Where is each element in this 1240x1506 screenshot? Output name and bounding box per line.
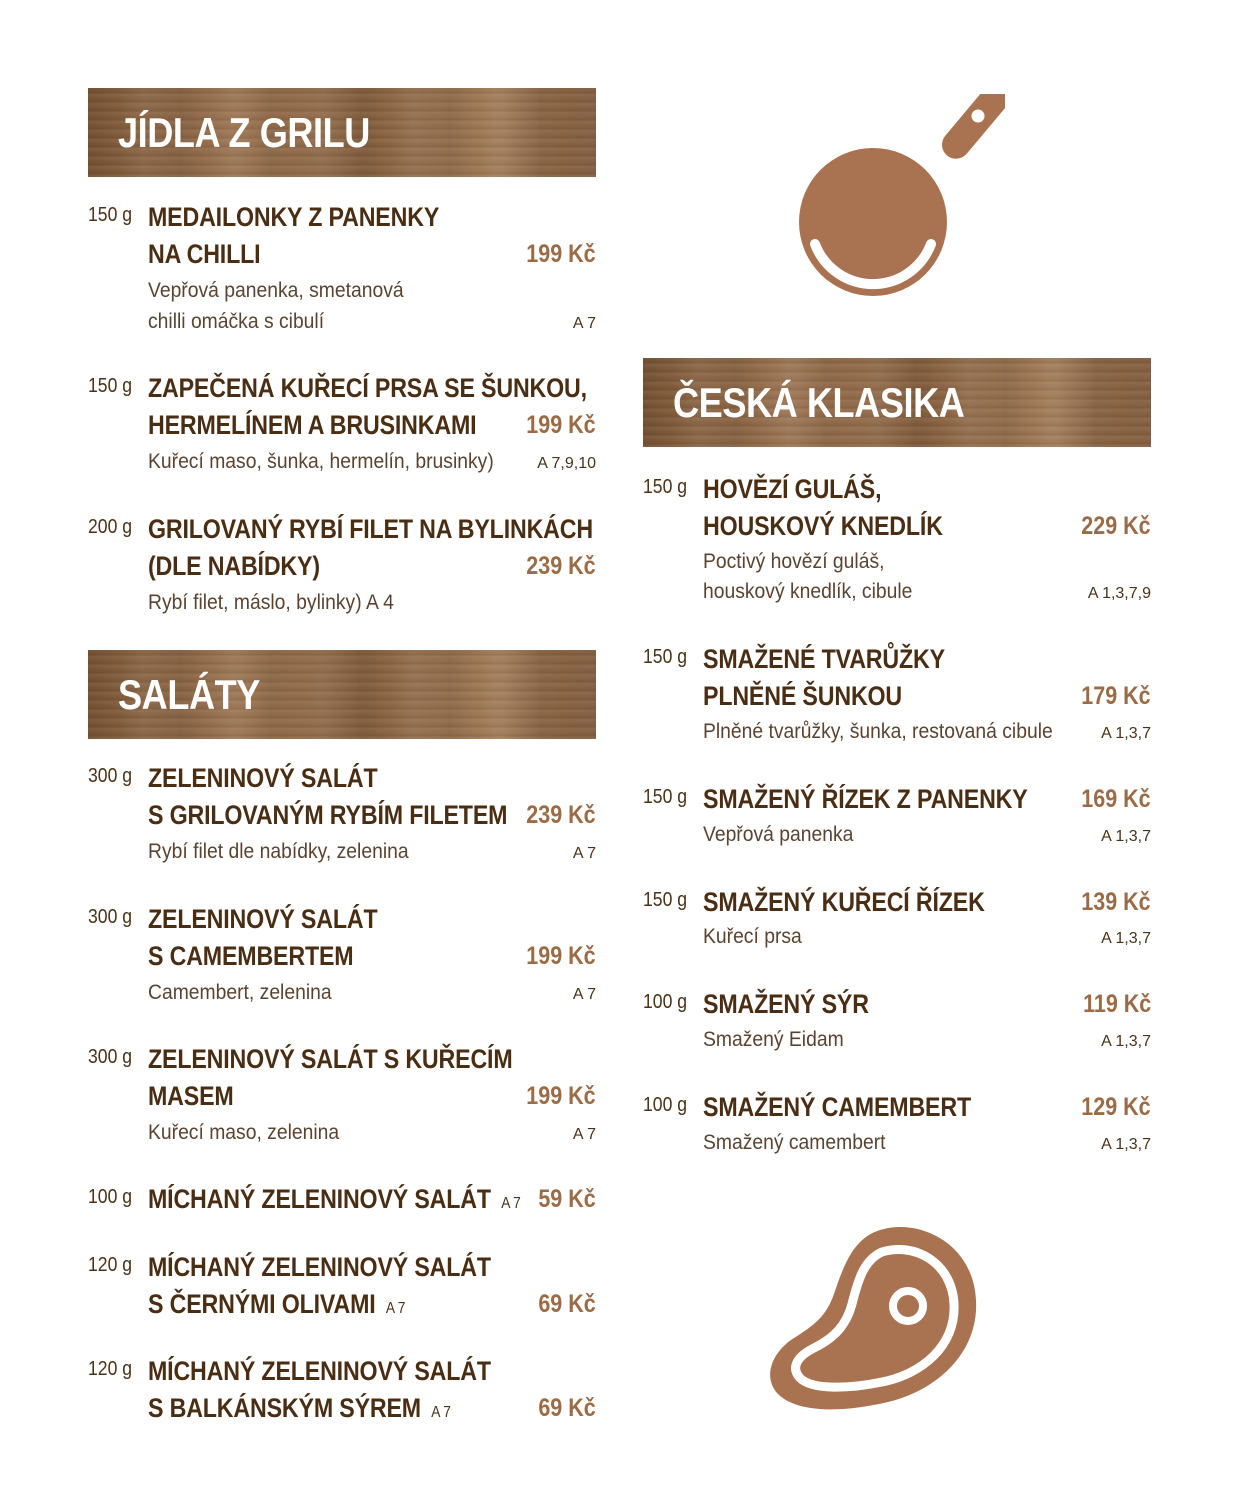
item-price: 179 Kč [1081,682,1151,710]
section-title: SALÁTY [118,670,260,718]
item-price: 199 Kč [526,411,596,439]
item-name: ZELENINOVÝ SALÁT [148,763,378,793]
item-weight: 200 g [88,516,133,538]
item-price: 199 Kč [526,1082,596,1110]
item-weight: 150 g [643,786,688,808]
item-description: houskový knedlík, cibule [703,580,913,603]
steak-icon [768,1222,980,1414]
item-name-text: S ČERNÝMI OLIVAMI [148,1289,376,1319]
item-description: Rybí filet, máslo, bylinky) A 4 [148,591,394,614]
item-name: NA CHILLI [148,239,261,269]
item-description: Camembert, zelenina [148,981,332,1004]
item-allergens: A 7 [572,315,596,332]
item-description: Vepřová panenka [703,823,854,846]
item-description: Smažený camembert [703,1131,886,1154]
item-allergens: A 7,9,10 [537,455,596,472]
item-weight: 120 g [88,1254,133,1276]
item-name-text: MÍCHANÝ ZELENINOVÝ SALÁT [148,1184,491,1214]
item-name: (DLE NABÍDKY) [148,551,320,581]
item-price: 139 Kč [1081,888,1151,916]
item-name: SMAŽENÝ CAMEMBERT [703,1092,971,1122]
item-allergens: A 7 [572,1126,596,1143]
item-price: 239 Kč [526,552,596,580]
item-name [148,1289,405,1320]
item-weight: 150 g [88,204,133,226]
item-allergens: A 1,3,7 [1101,828,1151,845]
item-weight: 100 g [643,1094,688,1116]
item-name: MÍCHANÝ ZELENINOVÝ SALÁT [148,1252,491,1282]
item-name: GRILOVANÝ RYBÍ FILET NA BYLINKÁCH [148,514,593,544]
item-name: MÍCHANÝ ZELENINOVÝ SALÁT [148,1356,491,1386]
item-weight: 300 g [88,1046,133,1068]
item-description: Plněné tvarůžky, šunka, restovaná cibule [703,720,1053,743]
item-allergens: A 7 [572,845,596,862]
item-allergens: A 1,3,7 [1101,1033,1151,1050]
item-description: Vepřová panenka, smetanová [148,279,404,302]
item-name: SMAŽENÝ KUŘECÍ ŘÍZEK [703,887,985,917]
item-allergens: A 7 [572,986,596,1003]
item-weight: 150 g [643,646,688,668]
item-allergens: A 1,3,7 [1101,930,1151,947]
section-title: ČESKÁ KLASIKA [673,378,965,426]
item-allergens: A 1,3,7 [1101,1136,1151,1153]
item-weight: 100 g [643,991,688,1013]
item-name: ZELENINOVÝ SALÁT [148,904,378,934]
section-title: JÍDLA Z GRILU [118,108,370,156]
item-price: 69 Kč [538,1290,596,1318]
item-allergens: A 1,3,7 [1101,725,1151,742]
item-description: Poctivý hovězí guláš, [703,550,885,573]
item-name: HOUSKOVÝ KNEDLÍK [703,511,943,541]
item-weight: 150 g [88,375,133,397]
item-price: 239 Kč [526,801,596,829]
item-price: 59 Kč [538,1185,596,1213]
item-name-text: S BALKÁNSKÝM SÝREM [148,1393,421,1423]
item-weight: 100 g [88,1186,133,1208]
item-name: ZAPEČENÁ KUŘECÍ PRSA SE ŠUNKOU, [148,373,587,403]
item-allergens: A 1,3,7,9 [1087,585,1151,602]
item-price: 119 Kč [1082,990,1151,1018]
item-price: 199 Kč [526,240,596,268]
item-description: Rybí filet dle nabídky, zelenina [148,840,409,863]
item-name: ZELENINOVÝ SALÁT S KUŘECÍM [148,1044,513,1074]
item-description: Smažený Eidam [703,1028,844,1051]
frying-pan-icon [795,94,1005,300]
section-header-grill [88,88,596,177]
item-weight: 120 g [88,1358,133,1380]
item-allergens: A 7 [501,1195,521,1212]
item-name: MASEM [148,1081,234,1111]
item-name [148,1393,451,1424]
section-header-czech [643,358,1151,447]
item-allergens: A 7 [385,1300,406,1317]
item-name: PLNĚNÉ ŠUNKOU [703,681,903,711]
item-description: chilli omáčka s cibulí [148,310,325,333]
item-price: 169 Kč [1081,785,1151,813]
item-price: 199 Kč [526,942,596,970]
item-name: SMAŽENÝ ŘÍZEK Z PANENKY [703,784,1028,814]
item-name: SMAŽENÉ TVARŮŽKY [703,644,945,674]
item-weight: 150 g [643,889,688,911]
section-header-salads [88,650,596,739]
item-description: Kuřecí prsa [703,925,802,948]
item-price: 229 Kč [1081,512,1151,540]
item-name [148,1184,521,1215]
item-name: MEDAILONKY Z PANENKY [148,202,440,232]
item-description: Kuřecí maso, zelenina [148,1121,340,1144]
item-weight: 150 g [643,476,688,498]
item-weight: 300 g [88,906,133,928]
item-weight: 300 g [88,765,133,787]
item-price: 69 Kč [538,1394,596,1422]
item-allergens: A 7 [431,1404,451,1421]
item-name: HOVĚZÍ GULÁŠ, [703,474,882,504]
item-name: S GRILOVANÝM RYBÍM FILETEM [148,800,508,830]
item-name: HERMELÍNEM A BRUSINKAMI [148,410,477,440]
item-name: S CAMEMBERTEM [148,941,354,971]
item-description: Kuřecí maso, šunka, hermelín, brusinky) [148,450,494,473]
item-name: SMAŽENÝ SÝR [703,989,869,1019]
item-price: 129 Kč [1081,1093,1151,1121]
